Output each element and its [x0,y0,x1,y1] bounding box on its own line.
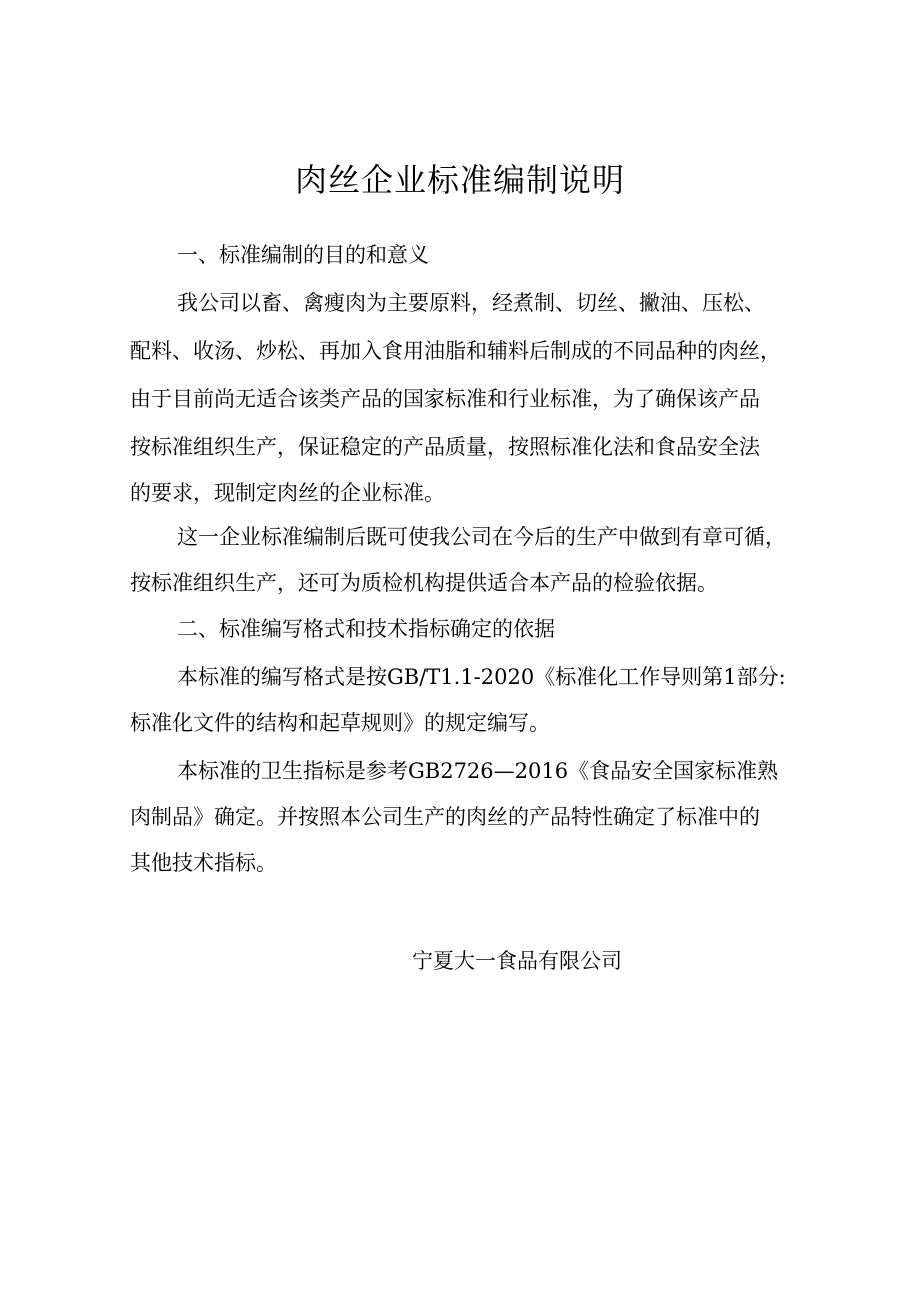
paragraph-line: 这一企业标准编制后既可使我公司在今后的生产中做到有章可循， [177,525,786,549]
paragraph-line: 本标准的卫生指标是参考GB2726—2016《食品安全国家标准熟 [177,759,779,783]
paragraph-line: 肉制品》确定。并按照本公司生产的肉丝的产品特性确定了标准中的 [130,805,760,829]
paragraph-line: 由于目前尚无适合该类产品的国家标准和行业标准，为了确保该产品 [130,387,760,411]
paragraph-line: 本标准的编写格式是按GB/T1.1-2020《标准化工作导则第1部分: [177,665,786,689]
paragraph-line: 标准化文件的结构和起草规则》的规定编写。 [130,711,550,735]
section-heading-2: 二、标准编写格式和技术指标确定的依据 [177,617,555,641]
paragraph-line: 的要求，现制定肉丝的企业标准。 [130,481,445,505]
paragraph-line: 按标准组织生产，保证稳定的产品质量，按照标准化法和食品安全法 [130,435,760,459]
section-heading-1: 一、标准编制的目的和意义 [177,243,429,267]
company-signature: 宁夏大一食品有限公司 [412,949,622,973]
paragraph-line: 我公司以畜、禽瘦肉为主要原料，经煮制、切丝、撇油、压松、 [177,291,765,315]
paragraph-line: 配料、收汤、炒松、再加入食用油脂和辅料后制成的不同品种的肉丝， [130,339,781,363]
document-title: 肉丝企业标准编制说明 [294,161,625,199]
paragraph-line: 其他技术指标。 [130,851,277,875]
paragraph-line: 按标准组织生产，还可为质检机构提供适合本产品的检验依据。 [130,571,718,595]
